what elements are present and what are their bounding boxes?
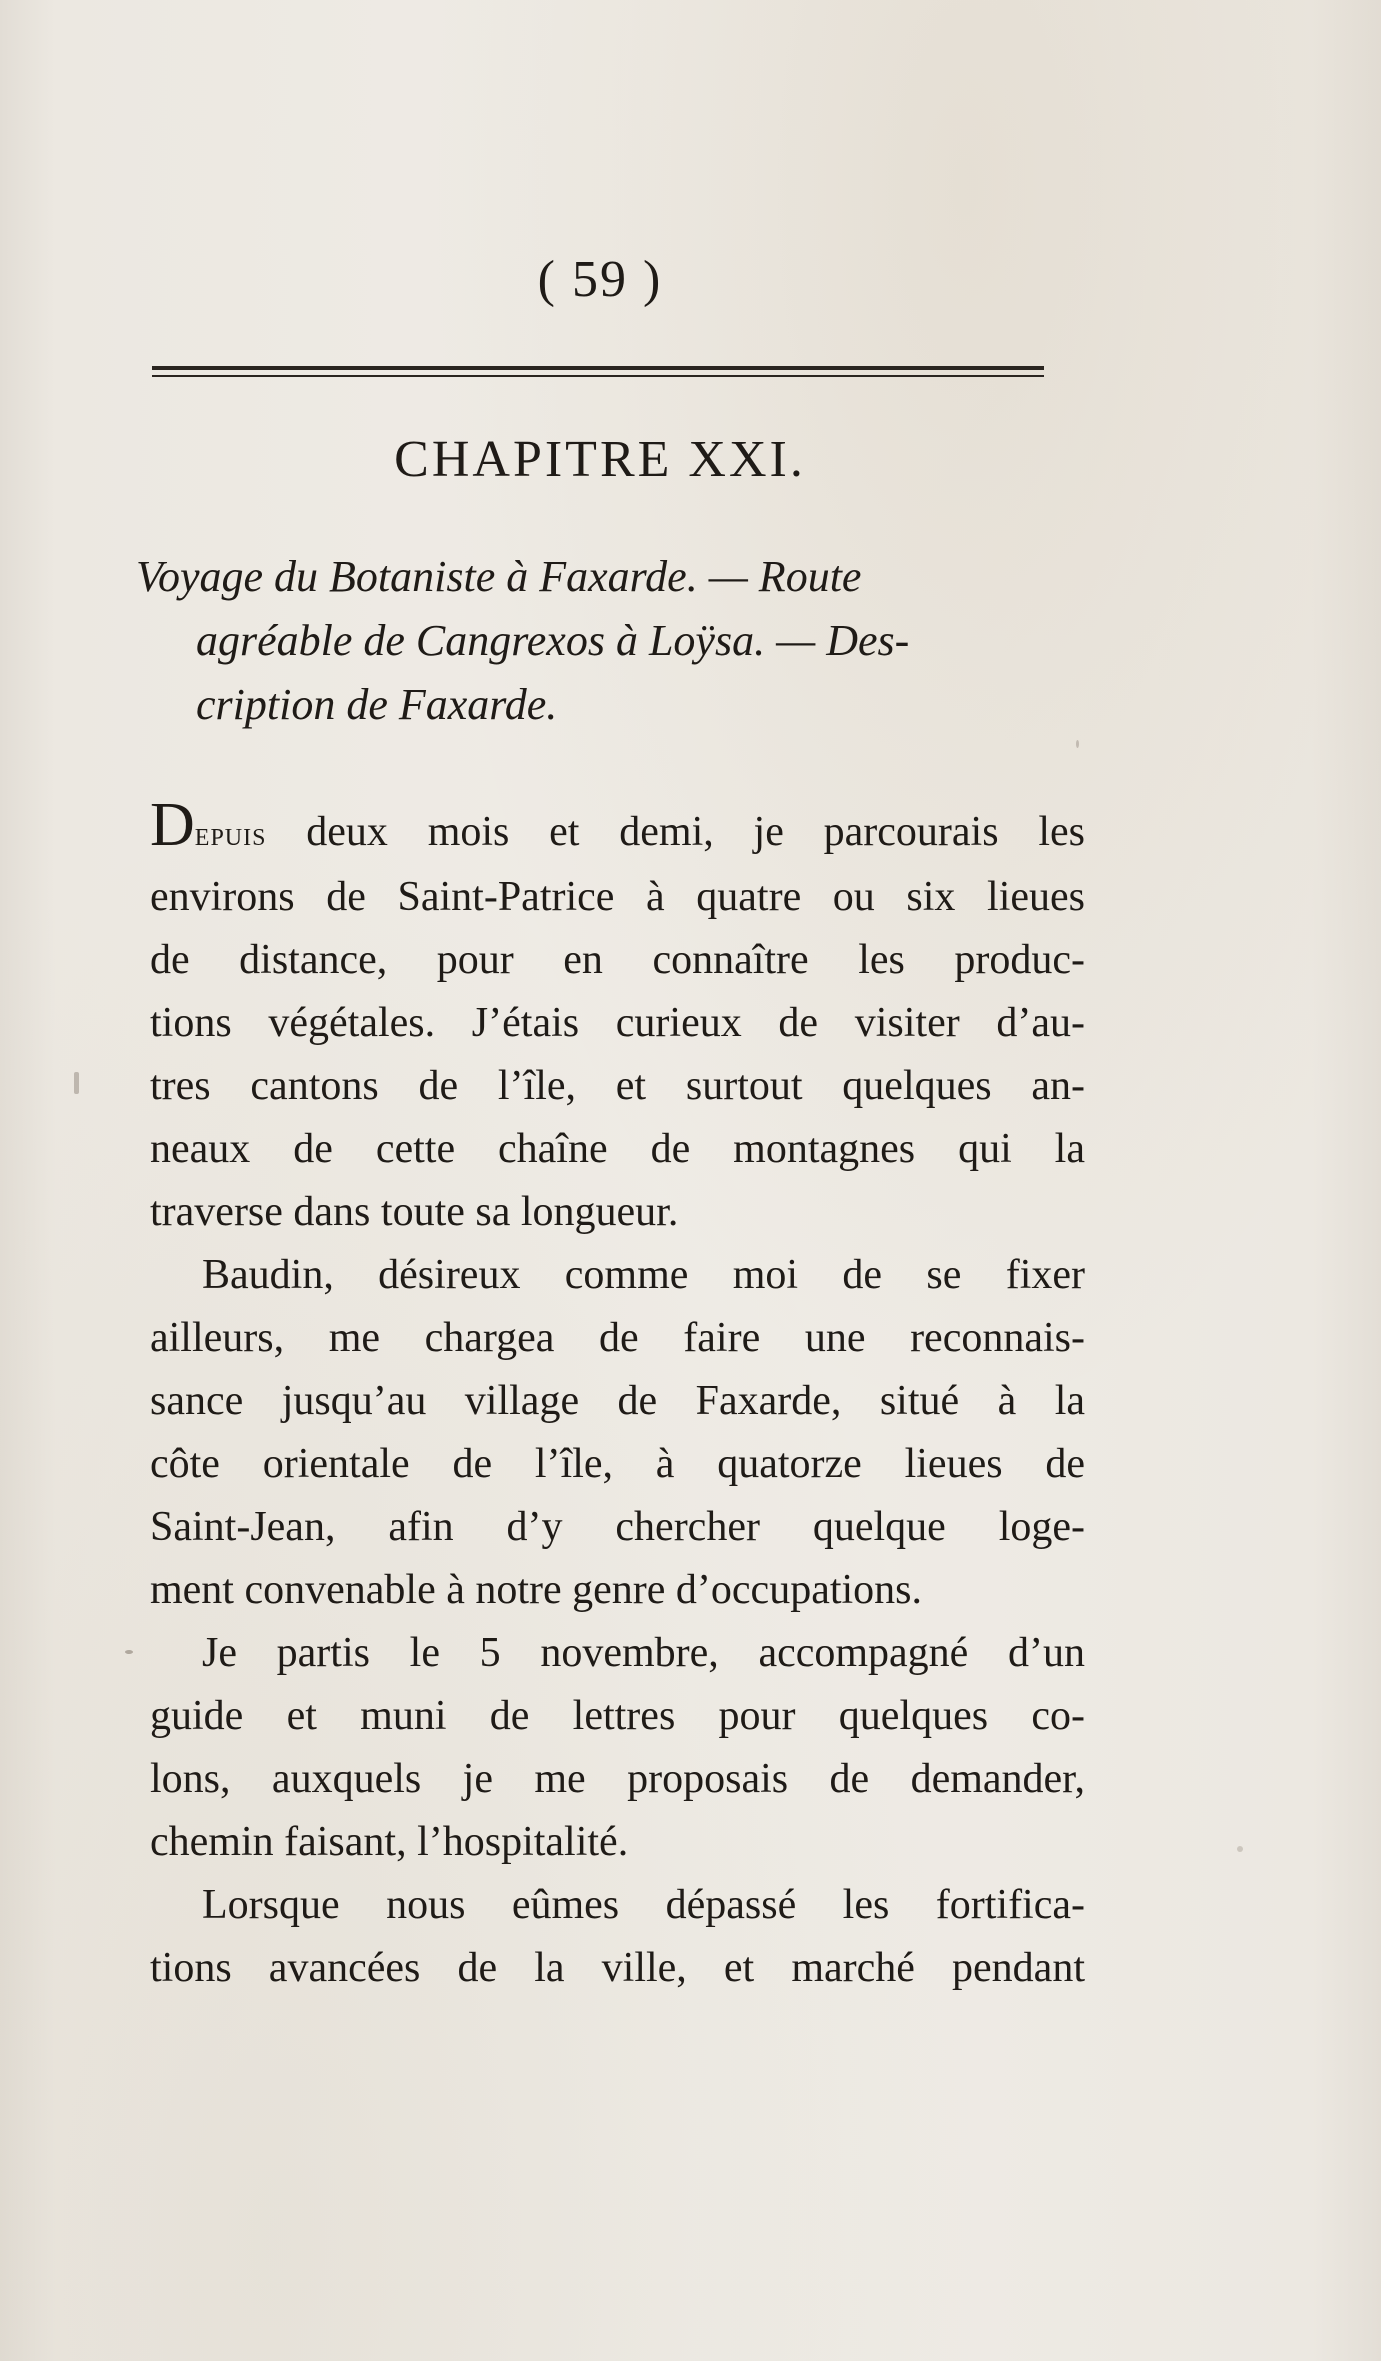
text-line: côte orientale de l’île, à quatorze lieues de	[150, 1441, 1085, 1487]
text-line: guide et muni de lettres pour quelques co-	[150, 1693, 1085, 1739]
text-line: tions avancées de la ville, et marché pendant	[150, 1945, 1085, 1991]
drop-cap: D	[150, 791, 195, 859]
summary-line: Voyage du Botaniste à Faxarde. — Route	[136, 552, 862, 601]
text-line: Baudin, désireux comme moi de se fixer	[202, 1252, 1085, 1298]
summary-line: agréable de Cangrexos à Loÿsa. — Des-	[196, 616, 910, 665]
paper-speck	[74, 1072, 79, 1094]
chapter-title: CHAPITRE XXI.	[394, 431, 806, 488]
text-line-content: deux mois et demi, je parcourais les	[266, 809, 1085, 855]
text-line: chemin faisant, l’hospitalité.	[150, 1819, 629, 1865]
text-line: tres cantons de l’île, et surtout quelques an-	[150, 1063, 1085, 1109]
text-line: Je partis le 5 novembre, accompagné d’un	[202, 1630, 1085, 1676]
text-line: tions végétales. J’étais curieux de visiter d’au-	[150, 1000, 1085, 1046]
text-line: de distance, pour en connaître les produc-	[150, 937, 1085, 983]
text-line: sance jusqu’au village de Faxarde, situé à la	[150, 1378, 1085, 1424]
text-line: ment convenable à notre genre d’occupations.	[150, 1567, 923, 1613]
text-line: Lorsque nous eûmes dépassé les fortifica-	[202, 1882, 1085, 1928]
text-line: lons, auxquels je me proposais de demander,	[150, 1756, 1085, 1802]
text-line: neaux de cette chaîne de montagnes qui la	[150, 1126, 1085, 1172]
text-line: traverse dans toute sa longueur.	[150, 1189, 679, 1235]
summary-line: cription de Faxarde.	[196, 680, 558, 729]
paper-speck	[125, 1650, 133, 1654]
text-line	[150, 791, 1085, 866]
text-line: environs de Saint-Patrice à quatre ou six lieues	[150, 874, 1085, 920]
header-rule-thin	[152, 375, 1044, 377]
paper-speck	[1076, 740, 1079, 748]
paper-speck	[1237, 1846, 1243, 1852]
text-line: Saint-Jean, afin d’y chercher quelque loge-	[150, 1504, 1085, 1550]
body-text	[150, 791, 1085, 2000]
text-line: ailleurs, me chargea de faire une reconnais-	[150, 1315, 1085, 1361]
header-rule-thick	[152, 366, 1044, 370]
page-number: ( 59 )	[537, 251, 663, 308]
drop-cap-rest: epuis	[194, 816, 267, 853]
chapter-summary	[136, 545, 1096, 737]
